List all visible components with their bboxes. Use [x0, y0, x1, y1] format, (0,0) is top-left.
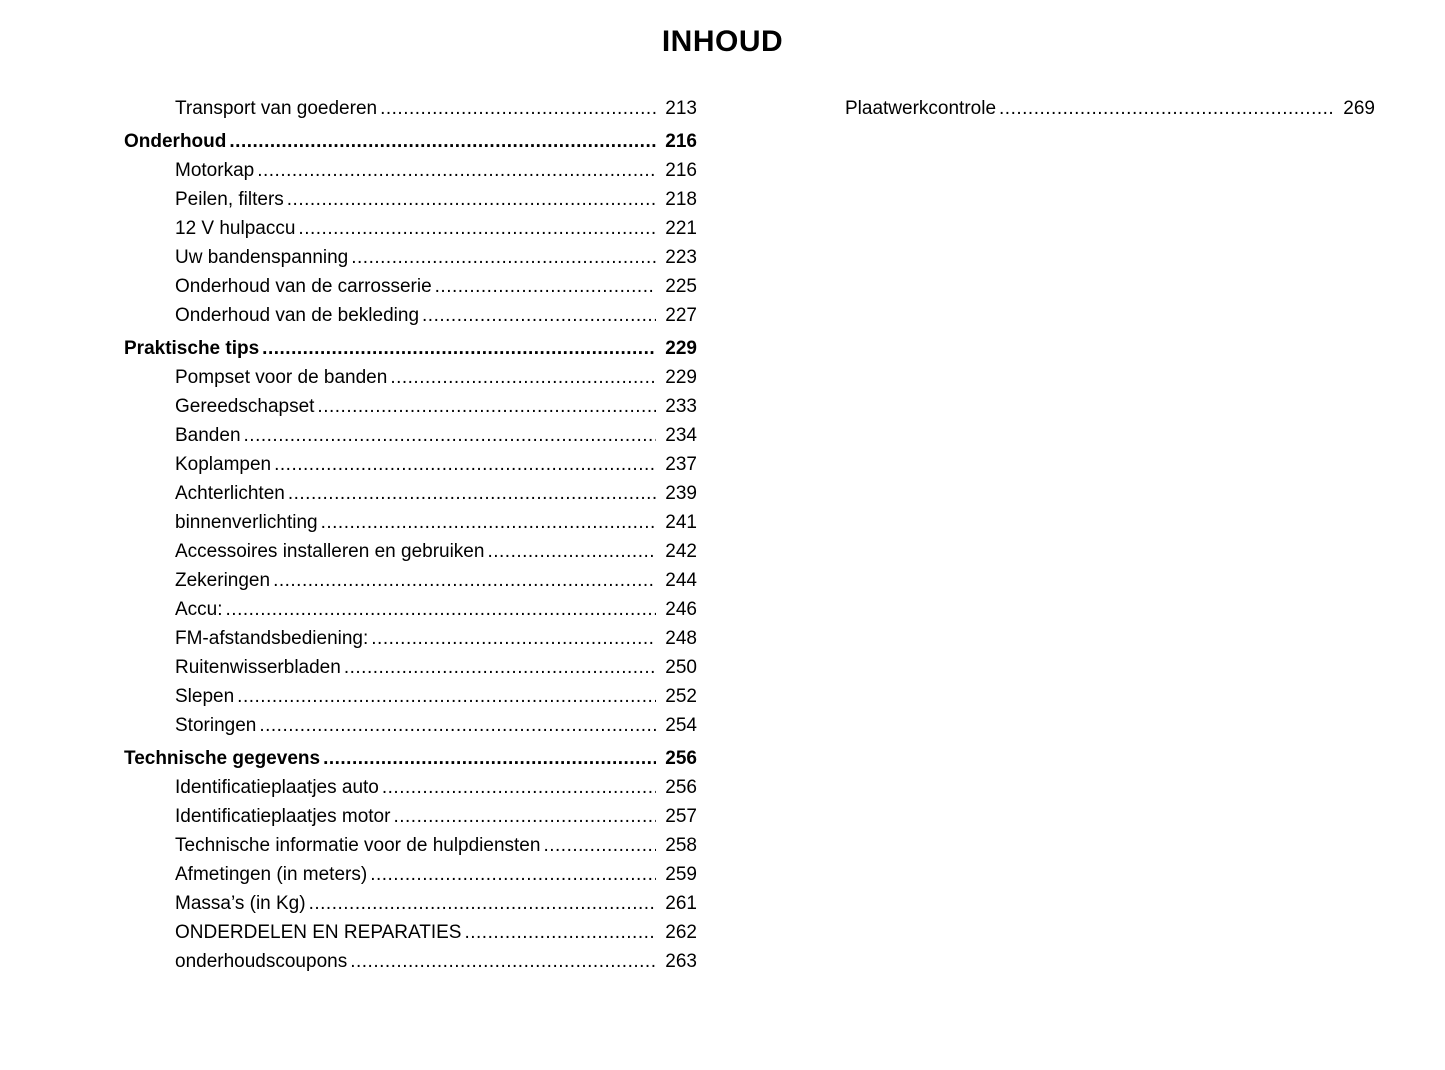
toc-entry — [124, 682, 697, 711]
toc-entry-page: 216 — [665, 131, 697, 152]
toc-entry-page: 239 — [665, 483, 697, 504]
toc-entry-page: 250 — [665, 657, 697, 678]
toc-entry — [124, 156, 697, 185]
dot-leader — [271, 450, 656, 479]
toc-entry-page: 241 — [665, 512, 697, 533]
toc-entry — [124, 214, 697, 243]
toc-entry-page: 242 — [665, 541, 697, 562]
toc-entry-page: 221 — [665, 218, 697, 239]
toc-entry-label: Koplampen — [175, 454, 272, 475]
toc-entry-label: Accu: — [175, 599, 223, 620]
toc-entry-label: Uw bandenspanning — [175, 247, 349, 268]
dot-leader — [377, 94, 656, 123]
toc-entry-page: 237 — [665, 454, 697, 475]
dot-leader — [295, 214, 656, 243]
toc-entry-label: Achterlichten — [175, 483, 285, 504]
toc-entry — [124, 450, 697, 479]
dot-leader — [484, 537, 656, 566]
dot-leader — [320, 744, 656, 773]
toc-entry-label: Accessoires installeren en gebruiken — [175, 541, 485, 562]
toc-entry-label: Plaatwerkcontrole — [845, 98, 997, 119]
toc-entry-label: Gereedschapset — [175, 396, 315, 417]
toc-entry — [124, 334, 697, 363]
toc-entry-label: Slepen — [175, 686, 235, 707]
toc-entry-label: Afmetingen (in meters) — [175, 864, 368, 885]
toc-entry-label: 12 V hulpaccu — [175, 218, 296, 239]
dot-leader — [270, 566, 656, 595]
dot-leader — [379, 773, 656, 802]
dot-leader — [256, 711, 656, 740]
toc-entry — [124, 624, 697, 653]
toc-entry — [124, 744, 697, 773]
toc-entry-page: 225 — [665, 276, 697, 297]
toc-entry-label: Storingen — [175, 715, 257, 736]
toc-entry-label: Praktische tips — [124, 338, 260, 359]
toc-entry-label: Technische gegevens — [124, 748, 321, 769]
toc-entry — [124, 566, 697, 595]
toc-entry-label: Massa’s (in Kg) — [175, 893, 306, 914]
toc-entry-page: 262 — [665, 922, 697, 943]
dot-leader — [284, 185, 657, 214]
toc-entry — [124, 889, 697, 918]
toc-entry-label: Motorkap — [175, 160, 255, 181]
toc-entry — [124, 595, 697, 624]
toc-entry — [124, 421, 697, 450]
toc-column-left — [124, 94, 697, 976]
toc-entry-label: Identificatieplaatjes motor — [175, 806, 391, 827]
dot-leader — [461, 918, 656, 947]
toc-entry — [124, 537, 697, 566]
toc-entry — [124, 363, 697, 392]
toc-entry-page: 254 — [665, 715, 697, 736]
toc-entry — [124, 392, 697, 421]
toc-entry-label: Technische informatie voor de hulpdiensten — [175, 835, 541, 856]
toc-entry-page: 223 — [665, 247, 697, 268]
toc-entry — [124, 711, 697, 740]
toc-entry — [124, 479, 697, 508]
toc-entry-page: 229 — [665, 338, 697, 359]
dot-leader — [241, 421, 657, 450]
toc-entry-page: 261 — [665, 893, 697, 914]
toc-entry-page: 256 — [665, 748, 697, 769]
toc-entry — [124, 918, 697, 947]
toc-entry — [124, 94, 697, 123]
toc-entry-label: onderhoudscoupons — [175, 951, 348, 972]
dot-leader — [996, 94, 1334, 123]
dot-leader — [387, 363, 656, 392]
toc-entry-page: 248 — [665, 628, 697, 649]
toc-entry — [124, 508, 697, 537]
toc-entry-page: 263 — [665, 951, 697, 972]
dot-leader — [254, 156, 656, 185]
toc-entry-label: Onderhoud van de bekleding — [175, 305, 420, 326]
toc-entry-page: 234 — [665, 425, 697, 446]
toc-entry-page: 256 — [665, 777, 697, 798]
dot-leader — [390, 802, 656, 831]
toc-entry-page: 252 — [665, 686, 697, 707]
toc-entry-page: 227 — [665, 305, 697, 326]
toc-entry — [124, 127, 697, 156]
dot-leader — [419, 301, 656, 330]
toc-entry — [124, 301, 697, 330]
toc-entry-page: 229 — [665, 367, 697, 388]
dot-leader — [341, 653, 656, 682]
dot-leader — [226, 127, 656, 156]
toc-column-right — [794, 94, 1375, 123]
dot-leader — [432, 272, 657, 301]
dot-leader — [318, 508, 657, 537]
toc-entry-label: Onderhoud — [124, 131, 227, 152]
dot-leader — [234, 682, 656, 711]
toc-entry-label: ONDERDELEN EN REPARATIES — [175, 922, 462, 943]
toc-entry — [124, 185, 697, 214]
toc-entry-label: Onderhoud van de carrosserie — [175, 276, 432, 297]
toc-entry-page: 258 — [665, 835, 697, 856]
toc-entry — [124, 831, 697, 860]
toc-entry-page: 213 — [665, 98, 697, 119]
toc-entry — [124, 802, 697, 831]
dot-leader — [367, 860, 656, 889]
toc-entry-page: 259 — [665, 864, 697, 885]
dot-leader — [306, 889, 657, 918]
page-title: INHOUD — [661, 25, 784, 58]
toc-entry-page: 246 — [665, 599, 697, 620]
toc-entry — [124, 860, 697, 889]
toc-entry-page: 233 — [665, 396, 697, 417]
toc-entry — [124, 947, 697, 976]
dot-leader — [259, 334, 656, 363]
toc-entry — [794, 94, 1375, 123]
toc-entry-label: Zekeringen — [175, 570, 271, 591]
toc-entry — [124, 653, 697, 682]
toc-entry-page: 257 — [665, 806, 697, 827]
toc-entry-label: Ruitenwisserbladen — [175, 657, 341, 678]
dot-leader — [348, 243, 656, 272]
toc-entry-label: binnenverlichting — [175, 512, 318, 533]
dot-leader — [223, 595, 657, 624]
dot-leader — [540, 831, 656, 860]
toc-entry-label: Transport van goederen — [175, 98, 378, 119]
toc-entry-label: Pompset voor de banden — [175, 367, 388, 388]
toc-entry-label: Peilen, filters — [175, 189, 284, 210]
toc-entry-label: FM-afstandsbediening: — [175, 628, 369, 649]
dot-leader — [368, 624, 656, 653]
toc-entry — [124, 272, 697, 301]
dot-leader — [347, 947, 656, 976]
toc-entry — [124, 773, 697, 802]
dot-leader — [314, 392, 656, 421]
toc-entry-page: 216 — [665, 160, 697, 181]
dot-leader — [285, 479, 656, 508]
toc-entry-page: 218 — [665, 189, 697, 210]
toc-entry-page: 244 — [665, 570, 697, 591]
toc-entry-label: Banden — [175, 425, 241, 446]
toc-entry-label: Identificatieplaatjes auto — [175, 777, 379, 798]
toc-entry-page: 269 — [1343, 98, 1375, 119]
toc-entry — [124, 243, 697, 272]
